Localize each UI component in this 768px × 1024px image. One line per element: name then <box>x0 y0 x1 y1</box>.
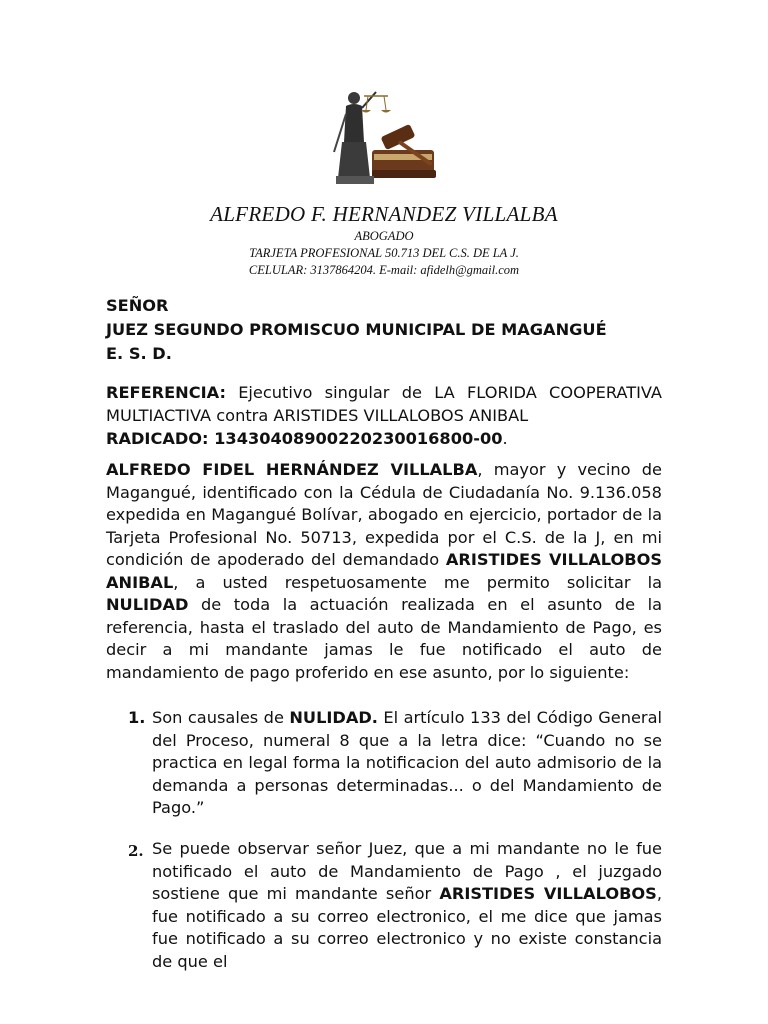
list-item-bold: NULIDAD. <box>289 708 378 727</box>
letterhead-license: TARJETA PROFESIONAL 50.713 DEL C.S. DE LA J. <box>249 246 519 260</box>
list-item-text: El artículo 133 del Código General del Proceso, numeral 8 que a la letra dice: “Cuando no se practica en legal forma la notificacion del auto admisorio de la demanda a personas determinadas... o del Mandamiento de Pago.” <box>152 708 662 817</box>
reference-text: Ejecutivo singular de LA FLORIDA COOPERATIVA MULTIACTIVA contra ARISTIDES VILLALOBOS ANIBAL <box>106 383 662 425</box>
defendant-name: ARISTIDES VILLALOBOS ANIBAL <box>106 550 662 592</box>
radicado-suffix: -00 <box>473 429 503 448</box>
radicado-end: . <box>502 429 508 448</box>
body-text-2: , a usted respetuosamente me permito solicitar la <box>173 572 662 592</box>
body-paragraph <box>106 459 662 684</box>
list-item <box>128 707 662 820</box>
list-item-bold: ARISTIDES VILLALOBOS <box>439 884 657 903</box>
justice-logo <box>324 82 444 188</box>
list-item-text: Se puede observar señor Juez, que a mi mandante no le fue notificado el auto de Mandamiento de Pago , el juzgado sostiene que mi mandante señor <box>152 839 662 903</box>
nulidad-term: NULIDAD <box>106 595 189 614</box>
addressee-line-1: SEÑOR <box>106 296 169 315</box>
list-item-number: 1. <box>128 708 146 727</box>
letterhead-name: ALFREDO F. HERNANDEZ VILLALBA <box>210 202 558 226</box>
body-text-3: de toda la actuación realizada en el asunto de la referencia, hasta el traslado del auto de Mandamiento de Pago, es decir a mi mandante jamas le fue notificado el auto de mandamiento de pago proferido en ese asunto, por lo siguiente: <box>106 595 662 682</box>
list-item-number: 2. <box>128 842 144 860</box>
radicado-label: RADICADO: 13430408900220230016800 <box>106 429 474 448</box>
letterhead-title: ABOGADO <box>354 229 414 243</box>
letterhead-contact: CELULAR: 3137864204. E-mail: afidelh@gmail.com <box>248 263 520 277</box>
addressee-line-3: E. S. D. <box>106 344 172 363</box>
reference-label: REFERENCIA: <box>106 383 226 402</box>
addressee-line-2: JUEZ SEGUNDO PROMISCUO MUNICIPAL DE MAGANGUÉ <box>106 320 607 339</box>
body-text-1: , mayor y vecino de Magangué, identificado con la Cédula de Ciudadanía No. 9.136.058 expedida en Magangué Bolívar, abogado en ejercicio, portador de la Tarjeta Profesional No. 50713, expedida por el C.S. de la J, en mi condición de apoderado del demandado <box>106 460 662 569</box>
list-item-text: Son causales de <box>152 708 290 727</box>
addressee-block <box>106 294 662 366</box>
reference-block <box>106 382 662 451</box>
list-item <box>128 838 662 973</box>
list-item-text: , fue notificado a su correo electronico, el me dice que jamas fue notificado a su correo electronico y no existe constancia de que el <box>152 884 662 971</box>
author-name: ALFREDO FIDEL HERNÁNDEZ VILLALBA <box>106 460 478 479</box>
